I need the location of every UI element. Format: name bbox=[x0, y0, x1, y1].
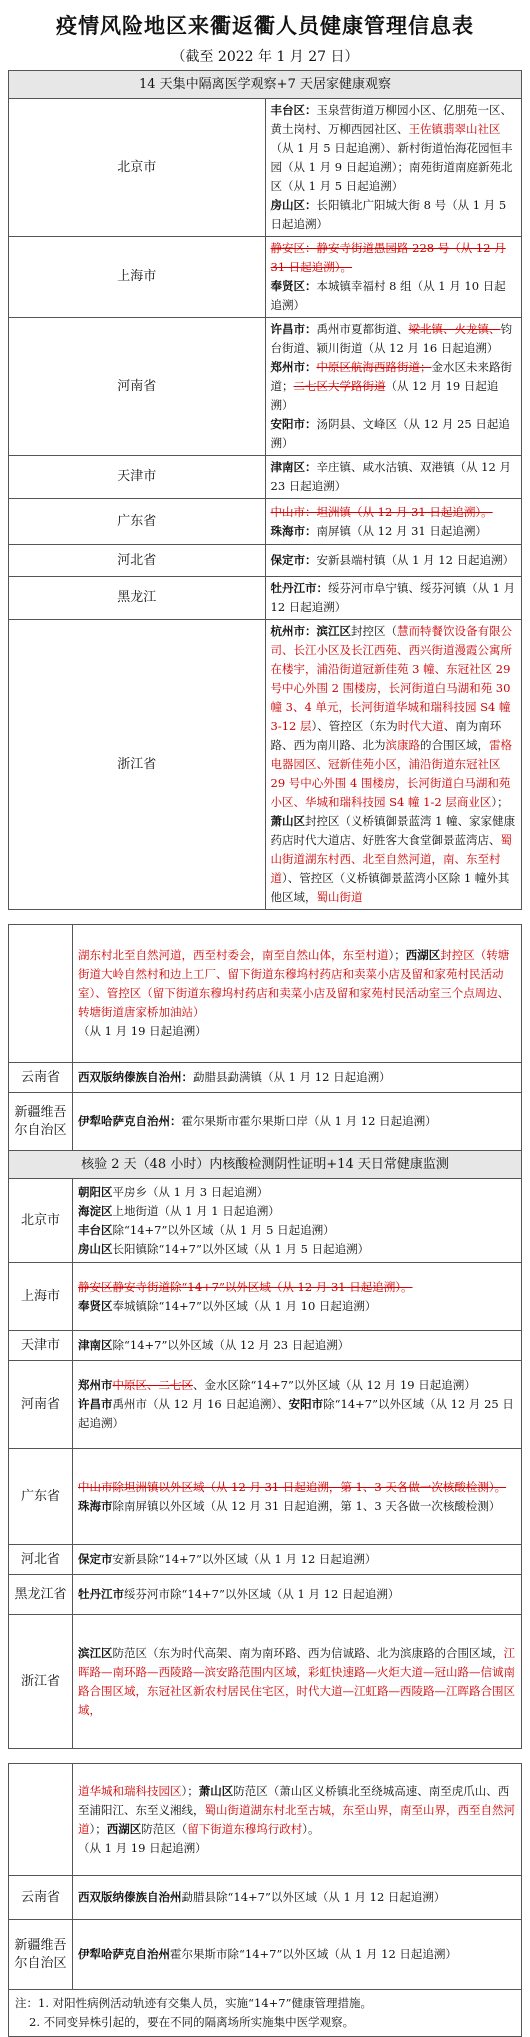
area-text-struck: 中原区、二七区 bbox=[112, 1378, 193, 1392]
district-label: 萧山区 bbox=[198, 1783, 234, 1798]
area-text: 防范区（萧山区义桥镇北至绕城高速、南至虎爪山、西至浦阳江、东至义湘线， bbox=[78, 1783, 510, 1817]
city-label: 伊犁哈萨克自治州 bbox=[78, 1947, 170, 1961]
area-cell bbox=[73, 1179, 522, 1263]
city-label: 奉贤区： bbox=[270, 279, 317, 293]
area-cell bbox=[73, 1093, 522, 1151]
area-text: 除“14+7”以外区域（从 12 月 25 日起追溯） bbox=[78, 1397, 514, 1430]
province-cell: 新疆维吾尔自治区 bbox=[9, 1093, 73, 1151]
city-label: 丰台区： bbox=[270, 103, 317, 117]
table-row bbox=[9, 1575, 522, 1615]
area-cell bbox=[265, 545, 522, 577]
province-cell: 云南省 bbox=[9, 1063, 73, 1093]
table-row bbox=[9, 1063, 522, 1093]
table-row bbox=[9, 99, 522, 237]
province-cell: 河北省 bbox=[9, 545, 266, 577]
area-text: （从 1 月 5 日起追溯）、新村街道怡海花园恒丰园（从 1 月 9 日起追溯）；南苑街道南庭新苑北区（从 1 月 5 日起追溯） bbox=[270, 141, 513, 193]
province-cell: 河南省 bbox=[9, 318, 266, 456]
area-cell bbox=[265, 318, 522, 456]
area-cell bbox=[265, 99, 522, 237]
area-text: ）； bbox=[89, 1821, 107, 1836]
area-cell bbox=[73, 1263, 522, 1331]
area-text: ）、管控区（义桥镇御景蓝湾小区除 1 幢外其他区域， bbox=[270, 871, 510, 904]
city-label: 西双版纳傣族自治州： bbox=[78, 1070, 193, 1084]
area-cell bbox=[265, 237, 522, 318]
city-label: 丰台区 bbox=[78, 1222, 113, 1237]
area-text-red: 湖东村北至自然河道，西至村委会，南至自然山体，东至村道 bbox=[78, 948, 389, 962]
city-label: 杭州市：滨江区 bbox=[270, 624, 351, 638]
district-label: 滨江区 bbox=[78, 1645, 113, 1660]
area-text-struck: 中原区航海西路街道； bbox=[316, 360, 432, 374]
table-row bbox=[9, 1615, 522, 1749]
area-text: 奉城镇除“14+7”以外区域（从 1 月 10 日起追溯） bbox=[112, 1298, 377, 1313]
area-cell bbox=[73, 1449, 522, 1545]
district-label: 西湖区 bbox=[106, 1821, 142, 1836]
area-cell bbox=[73, 1876, 522, 1920]
table-row bbox=[9, 925, 522, 1063]
area-text: 长阳镇北广阳城大街 8 号（从 1 月 5 日起追溯） bbox=[270, 198, 507, 231]
province-cell: 浙江省 bbox=[9, 620, 266, 910]
area-text: 禹州市夏都街道、 bbox=[316, 322, 409, 336]
area-text-red: 慧而特餐饮设备有限公司、长江小区及长江西苑、西兴街道漫霞公寓所在楼宇，浦沿街道冠新佳苑 3 幢、东冠社区 29 号中心外围 2 围楼房，长河街道白马湖和苑 30 幢 3、4 单元，长河街道华城和瑞科技园 S4 幢 3-12 层 bbox=[270, 624, 512, 733]
city-label: 保定市： bbox=[270, 553, 317, 567]
table-row bbox=[9, 1331, 522, 1361]
city-label: 朝阳区 bbox=[78, 1184, 113, 1199]
area-text: 汤阴县、文峰区（从 12 月 25 日起追溯） bbox=[270, 417, 510, 450]
table-row bbox=[9, 1764, 522, 1876]
area-text: 霍尔果斯市除“14+7”以外区域（从 1 月 12 日起追溯） bbox=[170, 1947, 457, 1961]
table-row bbox=[9, 237, 522, 318]
area-text-struck: 中山市除坦洲镇以外区域（从 12 月 31 日起追溯，第 1、3 天各做一次核酸检测）。 bbox=[78, 1479, 507, 1494]
province-cell: 北京市 bbox=[9, 99, 266, 237]
city-label: 牡丹江市： bbox=[270, 581, 328, 595]
city-label: 伊犁哈萨克自治州： bbox=[78, 1114, 182, 1128]
city-label: 西双版纳傣族自治州 bbox=[78, 1890, 182, 1904]
area-cell bbox=[73, 1361, 522, 1449]
city-label: 海淀区 bbox=[78, 1203, 113, 1218]
area-text: 长阳镇除“14+7”以外区域（从 1 月 5 日起追溯） bbox=[112, 1241, 370, 1256]
city-label: 许昌市 bbox=[78, 1397, 113, 1411]
document-subtitle: （截至 2022 年 1 月 27 日） bbox=[171, 49, 359, 65]
province-cell: 云南省 bbox=[9, 1876, 73, 1920]
area-cell bbox=[265, 456, 522, 499]
area-text-struck: 二七区大学路街道 bbox=[293, 379, 386, 393]
area-text: 封控区（义桥镇御景蓝湾 1 幢、家家健康药店时代大道店、好胜客大食堂御景蓝湾店、 bbox=[270, 814, 516, 847]
area-text: 勐腊县勐满镇（从 1 月 12 日起追溯） bbox=[193, 1070, 391, 1084]
area-text: 金水区未来路街道； bbox=[270, 360, 512, 393]
city-label: 许昌市： bbox=[270, 322, 317, 336]
area-text: ）、管控区（东为 bbox=[311, 719, 398, 733]
city-label: 珠海市 bbox=[78, 1498, 113, 1513]
province-cell: 北京市 bbox=[9, 1179, 73, 1263]
table-row bbox=[9, 1920, 522, 1990]
city-label: 珠海市： bbox=[270, 523, 317, 538]
area-text: 上地街道（从 1 月 1 日起追溯） bbox=[112, 1203, 280, 1218]
province-cell: 黑龙江 bbox=[9, 577, 266, 620]
area-text: 防范区（东为时代高架、南为南环路、西为信诚路、北为滨康路的合围区域， bbox=[112, 1645, 504, 1660]
area-text-struck: 梁北镇、火龙镇、 bbox=[408, 322, 501, 336]
document-title: 疫情风险地区来衢返衢人员健康管理信息表 bbox=[56, 13, 474, 38]
city-label: 保定市 bbox=[78, 1552, 113, 1566]
area-cell bbox=[265, 620, 522, 910]
area-cell bbox=[73, 1615, 522, 1749]
area-text: 安新县端村镇（从 1 月 12 日起追溯） bbox=[316, 553, 515, 567]
province-cell: 新疆维吾尔自治区 bbox=[9, 1920, 73, 1990]
city-label: 郑州市 bbox=[78, 1378, 113, 1392]
area-text: 、金水区除“14+7”以外区域（从 12 月 19 日起追溯） bbox=[193, 1378, 476, 1392]
area-text-red: 江晖路—南环路—西陵路—滨安路范围内区域，彩虹快速路—火炬大道—冠山路—信诚南路合围区域，东冠社区新农村居民住宅区，时代大道—江虹路—西陵路—江晖路合围区域， bbox=[78, 1645, 515, 1717]
table-part-3 bbox=[8, 1763, 522, 2037]
city-label: 牡丹江市 bbox=[78, 1587, 124, 1601]
area-text-red: 蜀山街道湖东村北至古城，东至山界，南至山界，西至自然河道 bbox=[78, 1802, 515, 1836]
area-text: 除“14+7”以外区域（从 1 月 5 日起追溯） bbox=[112, 1222, 335, 1237]
area-cell bbox=[73, 925, 522, 1063]
table-row bbox=[9, 1179, 522, 1263]
city-label: 安阳市： bbox=[270, 417, 317, 431]
area-cell bbox=[73, 1331, 522, 1361]
area-text: （从 12 月 19 日起追溯） bbox=[270, 379, 499, 412]
area-text: 玉泉营街道万柳园小区、亿朋苑一区、黄土岗村、万柳西园社区、 bbox=[270, 103, 512, 136]
area-text: 辛庄镇、咸水沽镇、双港镇（从 12 月 23 日起追溯） bbox=[270, 460, 511, 493]
province-cell: 河南省 bbox=[9, 1361, 73, 1449]
area-text: （从 1 月 19 日起追溯） bbox=[78, 1840, 207, 1855]
area-text: 本城镇幸福村 8 组（从 1 月 10 日起追溯） bbox=[270, 279, 506, 312]
city-label: 安阳市 bbox=[288, 1397, 324, 1411]
province-cell: 浙江省 bbox=[9, 1615, 73, 1749]
province-cell: 广东省 bbox=[9, 499, 266, 545]
district-label: 西湖区 bbox=[405, 948, 441, 962]
city-label: 津南区 bbox=[78, 1338, 113, 1352]
table-row bbox=[9, 1449, 522, 1545]
table-row bbox=[9, 1093, 522, 1151]
city-label: 房山区 bbox=[78, 1241, 113, 1256]
province-cell: 上海市 bbox=[9, 1263, 73, 1331]
province-cell-empty bbox=[9, 1764, 73, 1876]
area-text: 、南为南环路、西为南川路、北为 bbox=[270, 719, 502, 752]
area-text: 霍尔果斯市霍尔果斯口岸（从 1 月 12 日起追溯） bbox=[181, 1114, 437, 1128]
note-2: 2. 不同变异株引起的，要在不同的隔离场所实施集中医学观察。 bbox=[29, 2015, 355, 2029]
area-cell bbox=[73, 1920, 522, 1990]
table-row bbox=[9, 1263, 522, 1331]
area-text-red: 蜀山街道 bbox=[316, 890, 363, 904]
area-text: ）； bbox=[388, 948, 406, 962]
table-row bbox=[9, 1876, 522, 1920]
area-text-red: 留下街道东穆坞行政村 bbox=[187, 1821, 303, 1836]
area-text: ）； bbox=[491, 795, 509, 809]
area-text-struck: 中山市：坦洲镇（从 12 月 31 日起追溯）。 bbox=[270, 504, 493, 519]
area-text: 绥芬河市除“14+7”以外区域（从 1 月 12 日起追溯） bbox=[124, 1587, 400, 1601]
area-text: 防范区（ bbox=[141, 1821, 188, 1836]
area-text: 勐腊县除“14+7”以外区域（从 1 月 12 日起追溯） bbox=[181, 1890, 446, 1904]
area-text: ）； bbox=[181, 1783, 199, 1798]
area-cell bbox=[265, 577, 522, 620]
table-row bbox=[9, 456, 522, 499]
area-cell bbox=[73, 1545, 522, 1575]
area-text-red: 蜀山街道湖东村西、北至自然河道，南、东至村道 bbox=[270, 833, 512, 885]
table-row bbox=[9, 499, 522, 545]
area-text: 绥芬河市阜宁镇、绥芬河镇（从 1 月 12 日起追溯） bbox=[270, 581, 516, 614]
province-cell: 黑龙江省 bbox=[9, 1575, 73, 1615]
province-cell: 上海市 bbox=[9, 237, 266, 318]
table-part-1 bbox=[8, 70, 522, 910]
table-row bbox=[9, 545, 522, 577]
table-part-2 bbox=[8, 924, 522, 1749]
area-cell bbox=[73, 1575, 522, 1615]
table-row bbox=[9, 1545, 522, 1575]
table-row bbox=[9, 577, 522, 620]
table-row bbox=[9, 318, 522, 456]
city-label: 郑州市： bbox=[270, 360, 317, 374]
area-cell bbox=[265, 499, 522, 545]
area-text-red: 时代大道 bbox=[397, 719, 444, 733]
area-text: ）。 bbox=[302, 1821, 320, 1836]
area-cell bbox=[73, 1063, 522, 1093]
area-text: 除“14+7”以外区域（从 12 月 23 日起追溯） bbox=[112, 1338, 350, 1352]
city-label: 奉贤区 bbox=[78, 1298, 113, 1313]
notes-cell bbox=[9, 1990, 522, 2037]
table-row bbox=[9, 620, 522, 910]
district-label: 萧山区 bbox=[270, 814, 305, 828]
section-heading-isolation: 14 天集中隔离医学观察+7 天居家健康观察 bbox=[9, 71, 522, 99]
area-text-red: 王佐镇翡翠山社区 bbox=[408, 122, 501, 136]
area-text: 平房乡（从 1 月 3 日起追溯） bbox=[112, 1184, 269, 1199]
notes-row bbox=[9, 1990, 522, 2037]
province-cell: 天津市 bbox=[9, 456, 266, 499]
city-label: 房山区： bbox=[270, 198, 317, 212]
area-text-struck: 静安区：静安寺街道愚园路 228 号（从 12 月 31 日起追溯）。 bbox=[270, 241, 506, 274]
area-cell bbox=[73, 1764, 522, 1876]
area-text: （从 1 月 19 日起追溯） bbox=[78, 1024, 207, 1038]
section-heading-monitoring: 核验 2 天（48 小时）内核酸检测阴性证明+14 天日常健康监测 bbox=[9, 1151, 522, 1179]
area-text: 安新县除“14+7”以外区域（从 1 月 12 日起追溯） bbox=[112, 1552, 377, 1566]
area-text: 禹州市（从 12 月 16 日起追溯）、 bbox=[112, 1397, 289, 1411]
province-cell: 天津市 bbox=[9, 1331, 73, 1361]
note-1: 注：1. 对阳性病例活动轨迹有交集人员，实施“14+7”健康管理措施。 bbox=[15, 1996, 372, 2010]
area-text-red: 道华城和瑞科技园区 bbox=[78, 1783, 182, 1798]
area-text: 的合围区域， bbox=[420, 738, 489, 752]
province-cell: 河北省 bbox=[9, 1545, 73, 1575]
area-text: 南屏镇（从 12 月 31 日起追溯） bbox=[316, 523, 487, 538]
area-text-red: 雷格电器园区、冠新佳苑小区，浦沿街道东冠社区 29 号中心外围 4 围楼房，长河街道白马湖和苑小区、华城和瑞科技园 S4 幢 1-2 层商业区 bbox=[270, 738, 512, 809]
area-text-red: 滨康路 bbox=[385, 738, 420, 752]
area-text: 钧台街道、颍川街道（从 12 月 16 日起追溯） bbox=[270, 322, 512, 355]
table-row bbox=[9, 1361, 522, 1449]
area-text: 封控区（ bbox=[351, 624, 397, 638]
area-text-struck: 静安区静安寺街道除“14+7”以外区域（从 12 月 31 日起追溯）。 bbox=[78, 1279, 413, 1294]
area-text-red: 封控区（转塘街道大岭自然村和边上工厂、留下街道东穆坞村药店和卖菜小店及留和家苑村民活动室）、管控区（留下街道东穆坞村药店和卖菜小店及留和家苑村民活动室三个点周边、转塘街道唐家桥加油站） bbox=[78, 948, 510, 1019]
city-label: 津南区： bbox=[270, 460, 317, 474]
province-cell-empty bbox=[9, 925, 73, 1063]
area-text: 除南屏镇以外区域（从 12 月 31 日起追溯，第 1、3 天各做一次核酸检测） bbox=[112, 1498, 501, 1513]
province-cell: 广东省 bbox=[9, 1449, 73, 1545]
